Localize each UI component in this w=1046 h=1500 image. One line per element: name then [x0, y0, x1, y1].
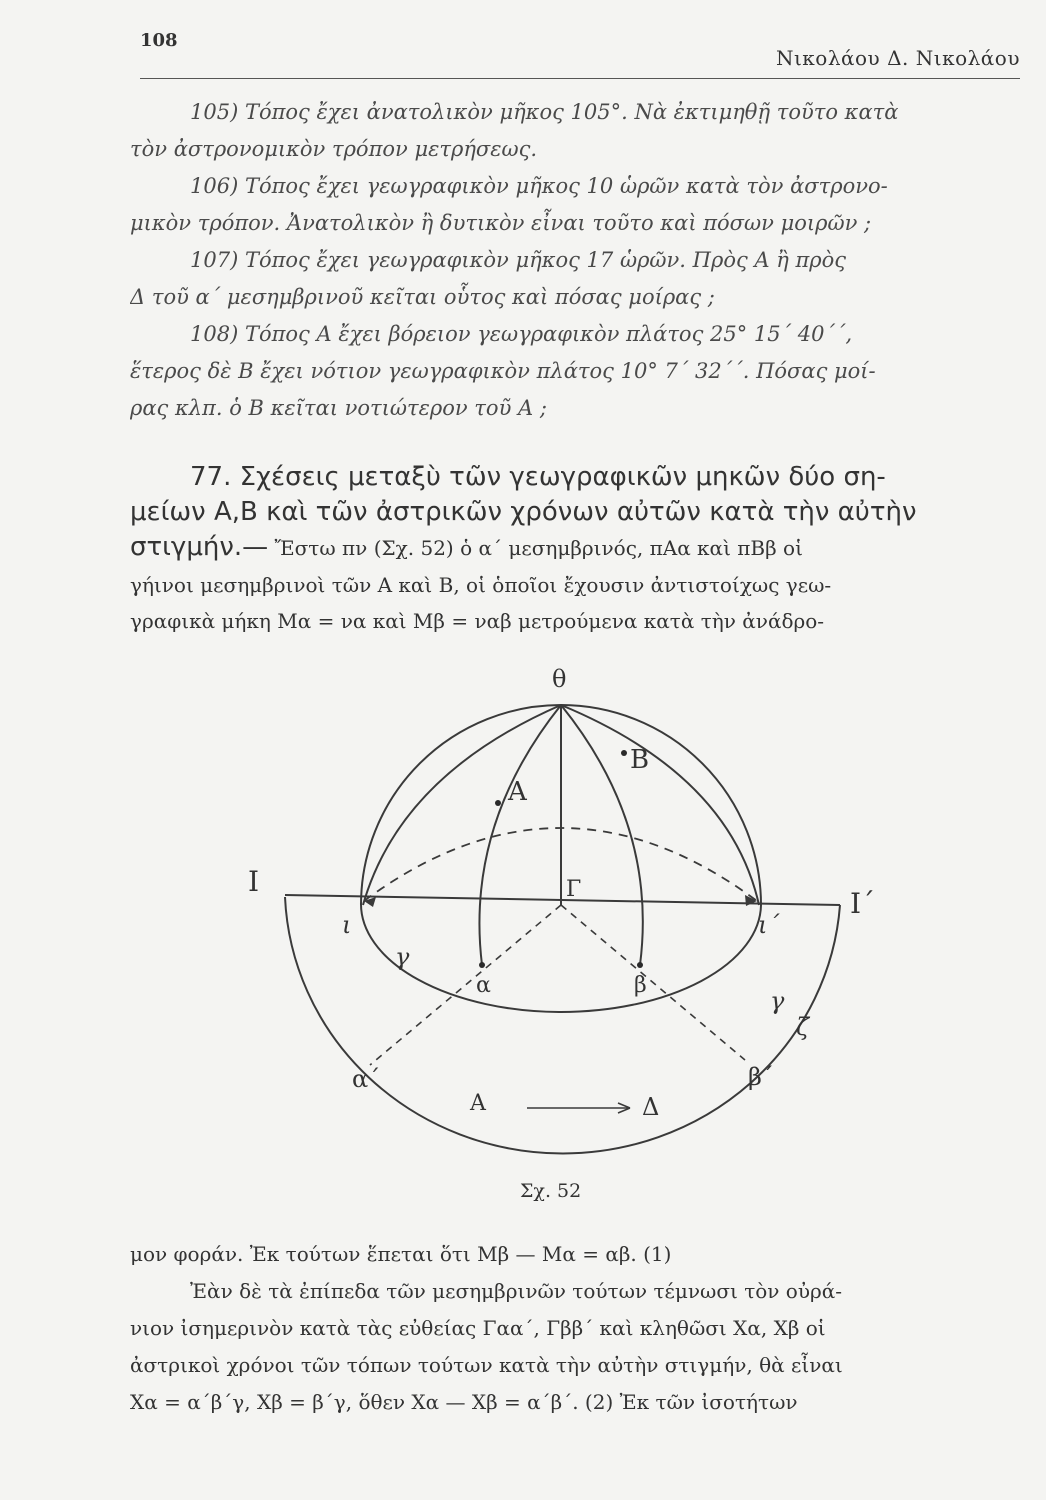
- continuation-text: [130, 1236, 1020, 1421]
- page-header: [140, 30, 1020, 79]
- exercise-list: [130, 94, 1020, 427]
- section-body-start: Ἔστω πν (Σχ. 52) ὁ α΄ μεσημβρινός, πΑα καὶ πΒβ οἱ: [268, 536, 803, 560]
- label-b: Β: [630, 745, 650, 775]
- label-beta-prime: β΄: [748, 1063, 774, 1091]
- running-head: Νικολάου Δ. Νικολάου: [775, 46, 1020, 70]
- label-arrow-end: Δ: [642, 1093, 660, 1121]
- radial-alpha: [370, 905, 561, 1065]
- section-heading-tail: στιγμήν.—: [130, 532, 269, 562]
- label-beta: β: [634, 973, 647, 998]
- point-b: [621, 750, 627, 756]
- meridian-left: [363, 705, 561, 905]
- section-body-line: γραφικὰ μήκη Μα = να καὶ Μβ = ναβ μετρούμενα κατὰ τὴν ἀνάδρο-: [130, 609, 825, 633]
- label-gamma-center: Γ: [566, 877, 582, 902]
- body-line: νιον ἰσημερινὸν κατὰ τὰς εὐθείας Γαα΄, Γββ΄ καὶ κληθῶσι Χα, Χβ οἱ: [130, 1316, 826, 1340]
- label-iota: ι: [342, 911, 352, 939]
- label-i: Ι: [248, 865, 260, 898]
- label-theta: θ: [552, 665, 567, 693]
- label-a: Α: [508, 777, 527, 807]
- label-gamma-right: γ: [770, 987, 785, 1015]
- exercise-line: 105) Τόπος ἔχει ἀνατολικὸν μῆκος 105°. Νὰ ἐκτιμηθῇ τοῦτο κατὰ: [190, 100, 899, 124]
- exercise-line: 108) Τόπος Α ἔχει βόρειον γεωγραφικὸν πλάτος 25° 15΄ 40΄΄,: [190, 322, 853, 346]
- point-alpha: [479, 962, 485, 968]
- point-a: [495, 800, 501, 806]
- exercise-line: 106) Τόπος ἔχει γεωγραφικὸν μῆκος 10 ὡρῶν κατὰ τὸν ἀστρονο-: [190, 174, 888, 198]
- label-zeta: ζ: [796, 1013, 810, 1041]
- radial-beta: [561, 905, 745, 1060]
- label-arrow-start: Α: [470, 1091, 486, 1116]
- outer-arc: [285, 897, 840, 1153]
- point-beta: [637, 962, 643, 968]
- exercise-line: τὸν ἀστρονομικὸν τρόπον μετρήσεως.: [130, 137, 538, 161]
- body-line: ἀστρικοὶ χρόνοι τῶν τόπων τούτων κατὰ τὴν αὐτὴν στιγμήν, θὰ εἶναι: [130, 1353, 843, 1377]
- meridian-b: [561, 705, 643, 965]
- inner-arc: [361, 903, 761, 1012]
- figure-52: [240, 665, 880, 1205]
- section-first-line: [130, 530, 1020, 567]
- meridian-diagram: [240, 665, 880, 1205]
- body-line: Χα = α΄β΄γ, Χβ = β΄γ, ὅθεν Χα — Χβ = α΄β΄. (2) Ἐκ τῶν ἰσοτήτων: [130, 1390, 798, 1414]
- label-i-prime: Ι΄: [850, 887, 876, 920]
- meridian-right: [561, 705, 759, 905]
- label-alpha: α: [476, 973, 491, 998]
- section-77: [130, 460, 1020, 639]
- exercise-line: 107) Τόπος ἔχει γεωγραφικὸν μῆκος 17 ὡρῶν. Πρὸς Α ἢ πρὸς: [190, 248, 847, 272]
- exercise-line: ρας κλπ. ὁ Β κεῖται νοτιώτερον τοῦ Α ;: [130, 396, 547, 420]
- section-heading-line: μείων Α,Β καὶ τῶν ἀστρικῶν χρόνων αὐτῶν κατὰ τὴν αὐτὴν: [130, 497, 917, 527]
- meridian-a: [479, 705, 561, 965]
- figure-caption: Σχ. 52: [520, 1180, 582, 1202]
- section-body-line: γήινοι μεσημβρινοὶ τῶν Α καὶ Β, οἱ ὁποῖοι ἔχουσιν ἀντιστοίχως γεω-: [130, 573, 832, 597]
- body-line: Ἐὰν δὲ τὰ ἐπίπεδα τῶν μεσημβρινῶν τούτων τέμνωσι τὸν οὐρά-: [190, 1279, 843, 1303]
- label-gamma: γ: [395, 943, 410, 971]
- exercise-line: μικὸν τρόπον. Ἀνατολικὸν ἢ δυτικὸν εἶναι τοῦτο καὶ πόσων μοιρῶν ;: [130, 211, 872, 235]
- exercise-line: Δ τοῦ α΄ μεσημβρινοῦ κεῖται οὗτος καὶ πόσας μοίρας ;: [130, 285, 715, 309]
- body-line: μον φοράν. Ἐκ τούτων ἕπεται ὅτι Μβ — Μα = αβ. (1): [130, 1242, 672, 1266]
- exercise-line: ἕτερος δὲ Β ἔχει νότιον γεωγραφικὸν πλάτος 10° 7΄ 32΄΄. Πόσας μοί-: [130, 359, 876, 383]
- label-alpha-prime: α΄: [352, 1065, 381, 1093]
- section-heading-line: 77. Σχέσεις μεταξὺ τῶν γεωγραφικῶν μηκῶν δύο ση-: [190, 462, 886, 492]
- page-number: 108: [140, 30, 178, 51]
- label-iota-prime: ι΄: [758, 911, 780, 939]
